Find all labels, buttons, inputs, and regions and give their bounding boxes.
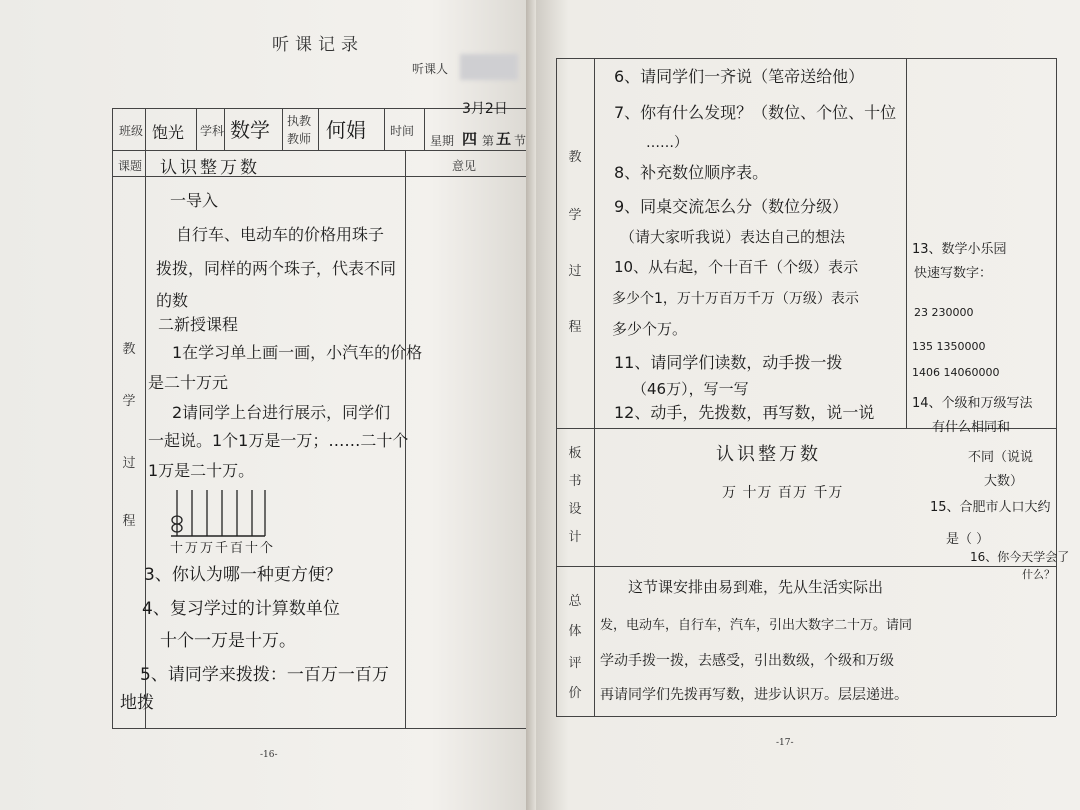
content-line: 2请同学上台进行展示，同学们 (172, 403, 391, 422)
opinion-line: 15、合肥市人口大约 (930, 500, 1051, 515)
eval-line: 这节课安排由易到难，先从生活实际出 (628, 578, 884, 596)
table-top-border (556, 58, 1056, 59)
header-sep-5 (384, 108, 385, 150)
opinion-line: 135 1350000 (912, 340, 986, 353)
board-title: 认识整万数 (716, 444, 821, 465)
board-char-4: 计 (568, 530, 582, 545)
content-line: ……） (646, 135, 688, 151)
subject-value: 数学 (230, 118, 270, 142)
redacted-name (460, 54, 518, 80)
content-line: 自行车、电动车的价格用珠子 (176, 225, 385, 244)
label-column-border (594, 58, 595, 716)
record-title: 听课记录 (272, 35, 364, 55)
content-line: 3、你认为哪一种更方便？ (144, 565, 342, 585)
opinion-line: 14、个级和万级写法 (912, 396, 1033, 411)
table-bottom-border (112, 728, 530, 729)
eval-char-2: 体 (568, 624, 582, 639)
opinion-column-border (906, 58, 907, 428)
opinion-line: 有什么相同和 (932, 420, 1011, 435)
eval-char-4: 价 (568, 686, 582, 701)
period-suffix: 节 (514, 134, 527, 148)
content-line: 的数 (156, 291, 189, 310)
process-char-4: 程 (568, 320, 582, 335)
content-line: 拨拨，同样的两个珠子，代表不同 (156, 259, 397, 278)
content-line: 地拨 (120, 693, 154, 713)
process-char-4: 程 (122, 514, 136, 529)
opinion-line: 不同（说说 (968, 450, 1034, 465)
process-char-1: 教 (568, 150, 582, 165)
opinion-line: 大数） (984, 474, 1024, 489)
label-column-border (145, 108, 146, 728)
weekday-value: 四 (462, 130, 478, 148)
eval-line: 再请同学们先拨再写数，进步认识万。层层递进。 (600, 687, 908, 703)
content-line: 7、你有什么发现？（数位、个位、十位 (614, 103, 897, 122)
weekday-label: 星期 (430, 134, 455, 148)
board-char-3: 设 (568, 502, 582, 517)
opinion-line: 23 230000 (914, 306, 974, 319)
topic-value: 认识整万数 (160, 158, 260, 178)
content-line: 9、同桌交流怎么分（数位分级） (614, 197, 849, 216)
eval-char-3: 评 (568, 656, 582, 671)
content-line: （46万），写一写 (632, 380, 749, 398)
date-value: 3月2日 (462, 101, 508, 117)
content-line: 多少个1，万十万百万千万（万级）表示 (612, 291, 859, 307)
opinion-line: 什么？ (1022, 568, 1055, 581)
eval-divider (556, 566, 1056, 567)
process-char-2: 学 (122, 394, 136, 409)
opinion-line: 是（ ） (946, 532, 990, 547)
content-line: 11、请同学们读数，动手拨一拨 (614, 353, 843, 372)
opinion-label: 意见 (452, 159, 477, 173)
process-char-3: 过 (122, 456, 136, 471)
right-page (536, 0, 1080, 810)
content-line: 一起说。1个1万是一万；……二十个 (148, 431, 409, 450)
opinion-line: 13、数学小乐园 (912, 242, 1007, 257)
subject-label: 学科 (200, 124, 225, 138)
content-line: 5、请同学来拨拨：一百万一百万 (140, 665, 389, 685)
process-char-2: 学 (568, 208, 582, 223)
content-line: 4、复习学过的计算数单位 (142, 599, 340, 619)
content-line: 8、补充数位顺序表。 (614, 163, 769, 182)
content-line: 二新授课程 (158, 315, 239, 334)
table-left-border (112, 108, 113, 728)
content-line: 十个一万是十万。 (160, 631, 296, 651)
content-line: 多少个万。 (612, 320, 688, 338)
content-line: 一导入 (170, 191, 219, 210)
class-label: 班级 (119, 124, 144, 138)
eval-char-1: 总 (568, 594, 582, 609)
table-bottom-border (556, 716, 1056, 717)
teacher-label-1: 执教 (287, 114, 312, 128)
teacher-value: 何娟 (326, 118, 366, 142)
content-line: 6、请同学们一齐说（笔帝送给他） (614, 67, 865, 86)
header-sep-1 (196, 108, 197, 150)
board-line: 万 十万 百万 千万 (722, 485, 844, 501)
content-line: 12、动手，先拨数，再写数，说一说 (614, 403, 875, 422)
header-sep-6 (424, 108, 425, 150)
listener-label: 听课人 (412, 62, 449, 76)
eval-line: 发，电动车，自行车，汽车，引出大数字二十万。请同 (600, 618, 913, 633)
opinion-line: 16、你今天学会了 (970, 550, 1070, 564)
topic-label: 课题 (118, 159, 143, 173)
page-number: -17- (776, 738, 794, 748)
page-number: -16- (260, 750, 278, 760)
class-value: 饱光 (152, 123, 185, 142)
header-sep-3 (282, 108, 283, 150)
board-char-2: 书 (568, 474, 582, 489)
content-line: （请大家听我说）表达自己的想法 (620, 228, 846, 246)
content-line: 是二十万元 (148, 373, 229, 392)
content-line: 1在学习单上画一画，小汽车的价格 (172, 343, 423, 362)
board-char-1: 板 (568, 446, 582, 461)
process-char-3: 过 (568, 264, 582, 279)
opinion-line: 1406 14060000 (912, 366, 1000, 379)
period-label: 第 (482, 134, 495, 148)
header-sep-4 (318, 108, 319, 150)
time-label: 时间 (390, 124, 415, 138)
header-divider (112, 150, 530, 151)
abacus-labels: 十万万千百十个 (170, 541, 276, 556)
opinion-line: 快速写数字： (914, 266, 993, 281)
header-sep-2 (224, 108, 225, 150)
content-line: 10、从右起，个十百千（个级）表示 (614, 258, 859, 276)
period-value: 五 (496, 130, 512, 148)
process-char-1: 教 (122, 342, 136, 357)
eval-line: 学动手拨一拨，去感受，引出数级，个级和万级 (600, 653, 894, 669)
table-right-border (1056, 58, 1057, 716)
teacher-label-2: 教师 (287, 132, 312, 146)
table-left-border (556, 58, 557, 716)
content-line: 1万是二十万。 (148, 461, 255, 480)
